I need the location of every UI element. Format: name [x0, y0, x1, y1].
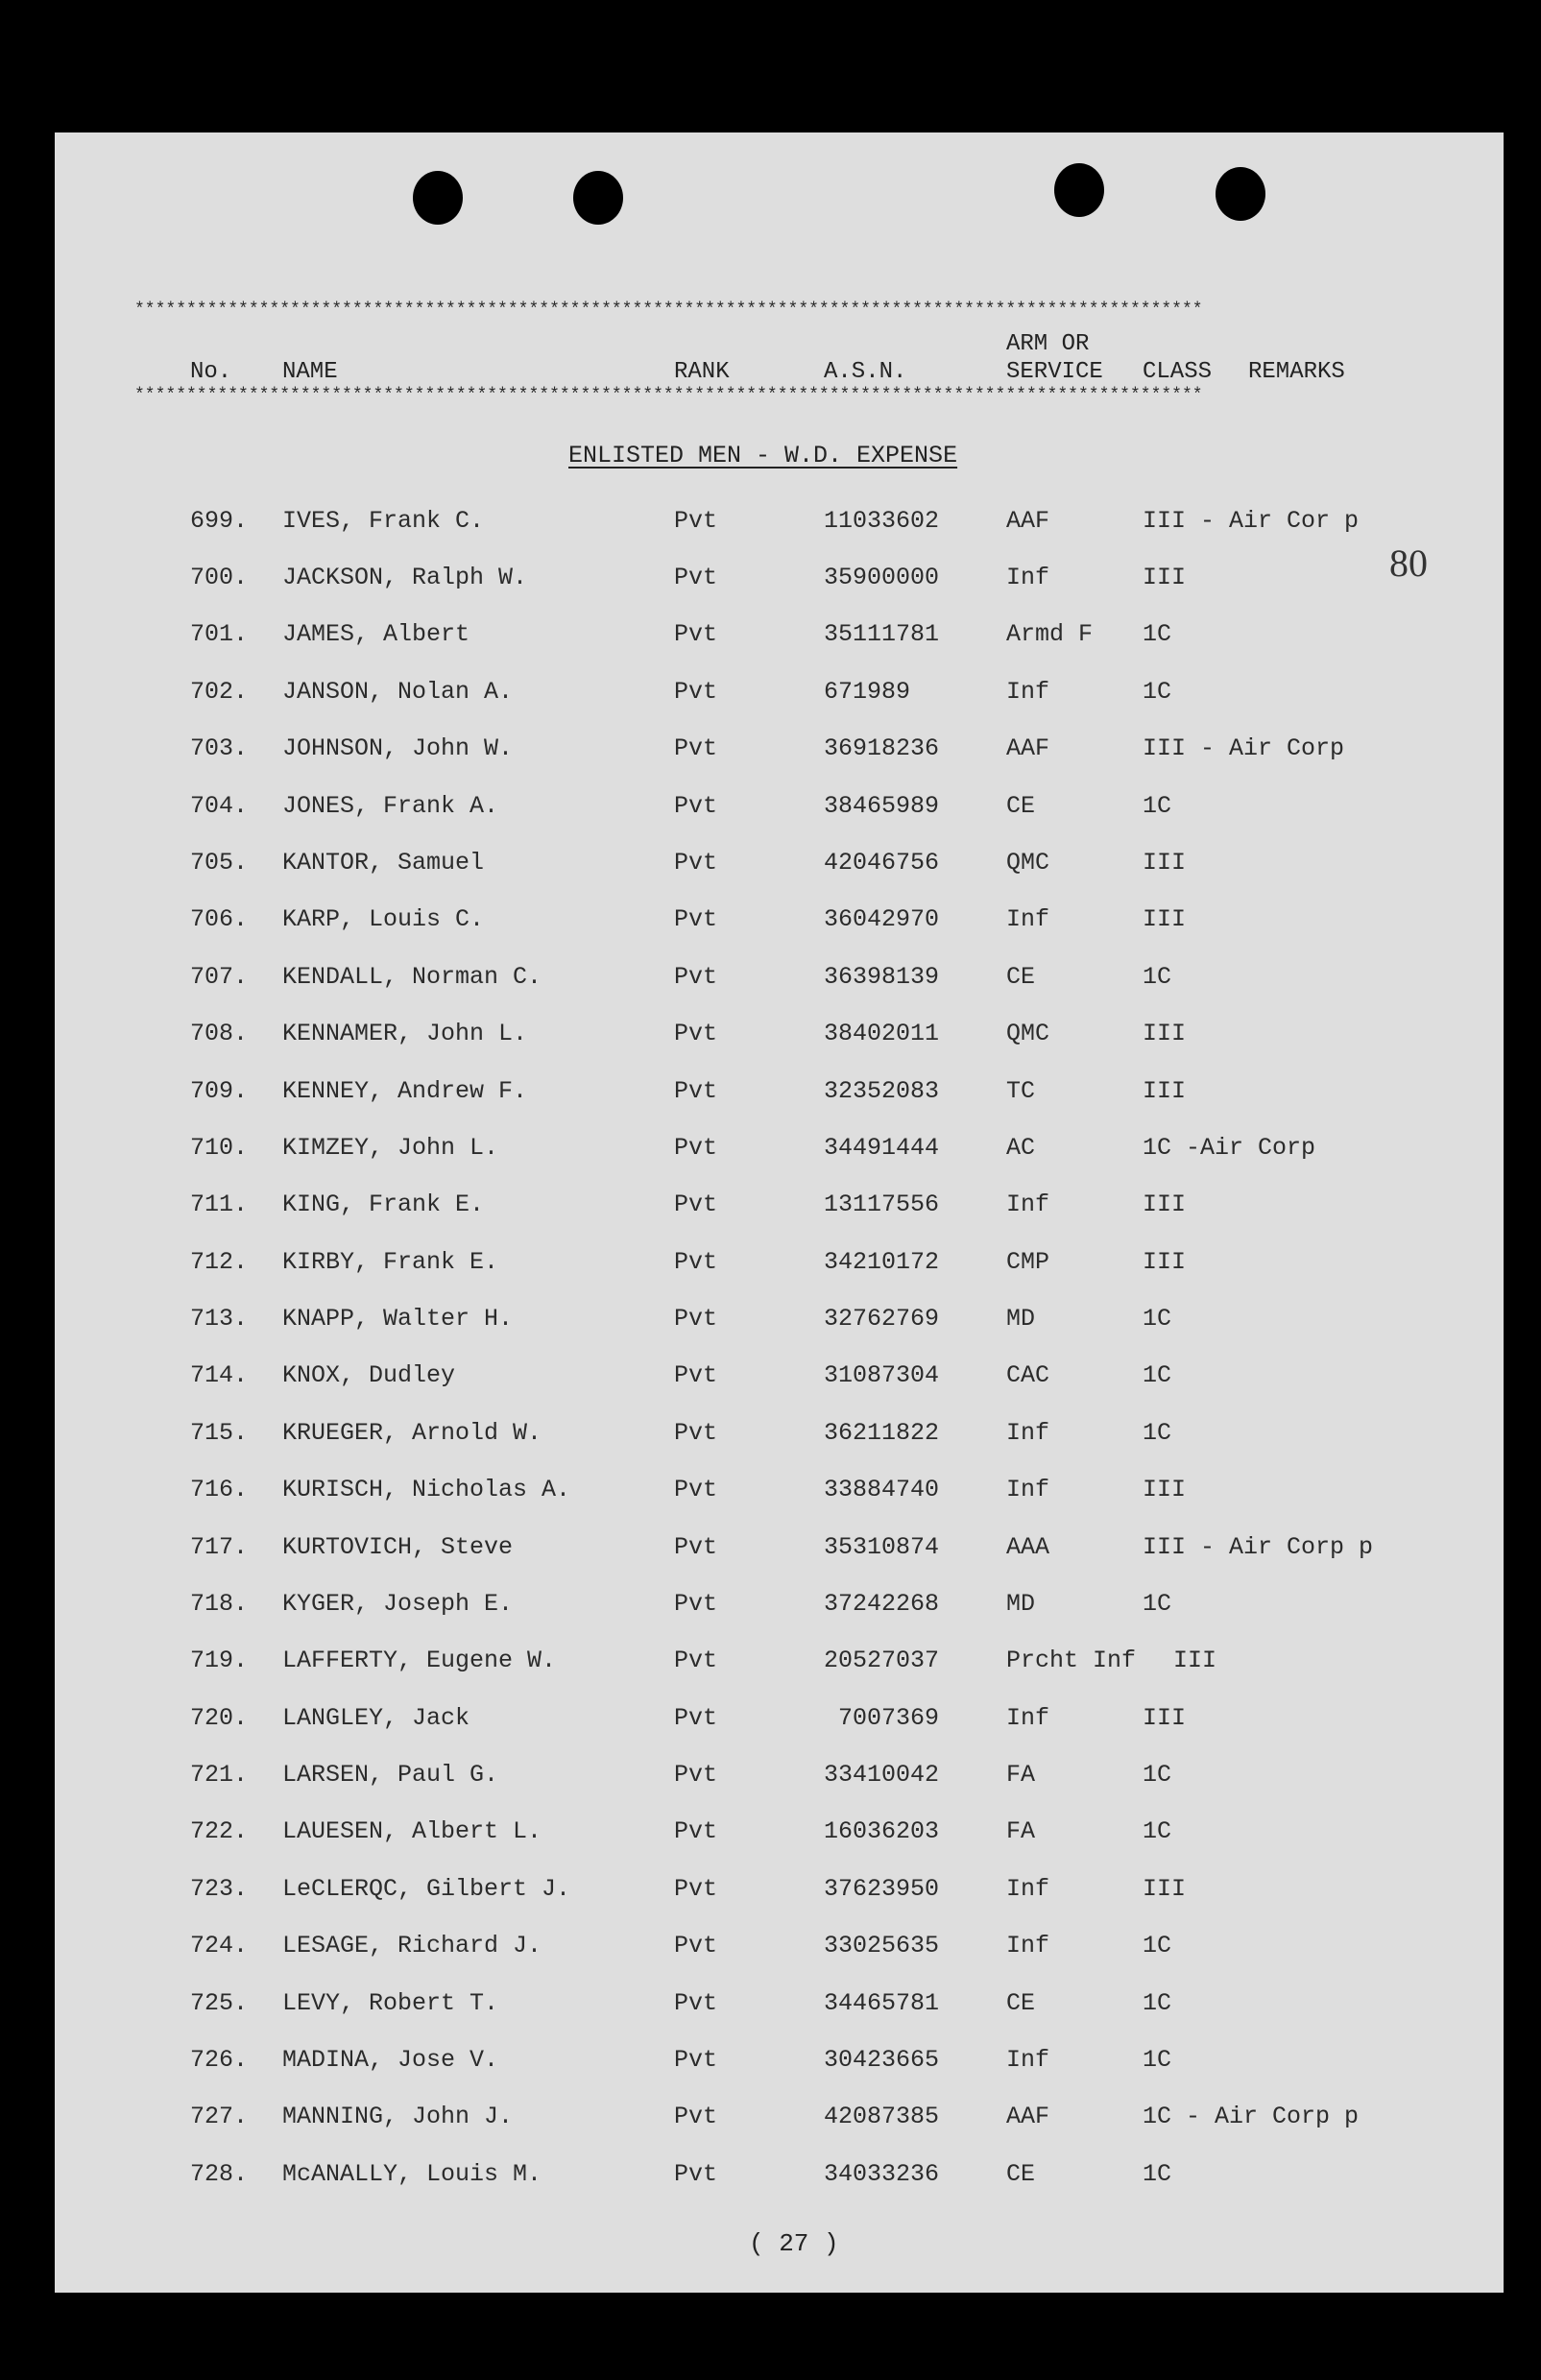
table-row [0, 1305, 1541, 1343]
row-arm: FA [1006, 1761, 1036, 1789]
row-rank: Pvt [674, 620, 718, 648]
row-number: 715. [190, 1419, 249, 1447]
table-row [0, 1817, 1541, 1856]
row-number: 721. [190, 1761, 249, 1789]
row-arm: CAC [1006, 1361, 1050, 1389]
row-class: III - Air Corp [1143, 734, 1345, 762]
row-rank: Pvt [674, 1305, 718, 1333]
row-class: 1C [1143, 620, 1172, 648]
table-row [0, 1989, 1541, 2028]
row-rank: Pvt [674, 905, 718, 933]
table-row [0, 2046, 1541, 2084]
row-number: 714. [190, 1361, 249, 1389]
row-number: 718. [190, 1590, 249, 1618]
row-name: LAFFERTY, Eugene W. [282, 1647, 557, 1674]
row-rank: Pvt [674, 1077, 718, 1105]
row-name: KNOX, Dudley [282, 1361, 456, 1389]
table-row [0, 620, 1541, 659]
row-rank: Pvt [674, 1875, 718, 1903]
row-number: 704. [190, 792, 249, 820]
row-arm: Inf [1006, 1190, 1050, 1218]
row-rank: Pvt [674, 1704, 718, 1732]
row-rank: Pvt [674, 1134, 718, 1162]
row-name: LEVY, Robert T. [282, 1989, 499, 2017]
row-asn: 7007369 [838, 1704, 940, 1732]
row-number: 710. [190, 1134, 249, 1162]
row-asn: 16036203 [824, 1817, 940, 1845]
table-row [0, 1248, 1541, 1286]
row-class: 1C [1143, 2046, 1172, 2074]
row-asn: 13117556 [824, 1190, 940, 1218]
row-arm: AAF [1006, 734, 1050, 762]
table-row [0, 1932, 1541, 1970]
row-name: JACKSON, Ralph W. [282, 564, 528, 591]
row-number: 701. [190, 620, 249, 648]
row-number: 727. [190, 2103, 249, 2130]
col-arm-line1: ARM OR [1006, 331, 1090, 357]
row-class: III [1143, 1248, 1187, 1276]
row-number: 723. [190, 1875, 249, 1903]
row-arm: Inf [1006, 1476, 1050, 1503]
row-asn: 36918236 [824, 734, 940, 762]
table-row [0, 849, 1541, 887]
row-rank: Pvt [674, 1419, 718, 1447]
row-asn: 30423665 [824, 2046, 940, 2074]
row-rank: Pvt [674, 1932, 718, 1959]
row-asn: 38402011 [824, 1020, 940, 1047]
row-rank: Pvt [674, 564, 718, 591]
col-rank-header: RANK [674, 359, 730, 385]
row-name: KIMZEY, John L. [282, 1134, 499, 1162]
row-name: LARSEN, Paul G. [282, 1761, 499, 1789]
row-rank: Pvt [674, 678, 718, 706]
row-arm: CE [1006, 2160, 1036, 2188]
row-arm: FA [1006, 1817, 1036, 1845]
row-number: 712. [190, 1248, 249, 1276]
row-asn: 32352083 [824, 1077, 940, 1105]
table-row [0, 1590, 1541, 1628]
row-number: 726. [190, 2046, 249, 2074]
row-number: 705. [190, 849, 249, 877]
row-asn: 34210172 [824, 1248, 940, 1276]
row-class: III [1143, 1190, 1187, 1218]
row-class: III [1143, 1875, 1187, 1903]
row-name: LANGLEY, Jack [282, 1704, 470, 1732]
col-name-header: NAME [282, 359, 338, 385]
row-asn: 35900000 [824, 564, 940, 591]
row-arm: Inf [1006, 1875, 1050, 1903]
row-name: JAMES, Albert [282, 620, 470, 648]
row-class: 1C [1143, 1817, 1172, 1845]
table-row [0, 1704, 1541, 1743]
col-no-header: No. [190, 359, 232, 385]
row-class: 1C -Air Corp [1143, 1134, 1316, 1162]
row-asn: 35111781 [824, 620, 940, 648]
row-name: LAUESEN, Albert L. [282, 1817, 542, 1845]
row-asn: 42087385 [824, 2103, 940, 2130]
row-rank: Pvt [674, 792, 718, 820]
row-name: KYGER, Joseph E. [282, 1590, 514, 1618]
row-name: IVES, Frank C. [282, 507, 485, 535]
header-separator-bottom: ******************************************************************************************************* [134, 386, 1203, 405]
row-rank: Pvt [674, 963, 718, 991]
table-row [0, 734, 1541, 773]
row-number: 724. [190, 1932, 249, 1959]
row-number: 703. [190, 734, 249, 762]
row-class: 1C [1143, 1419, 1172, 1447]
row-number: 706. [190, 905, 249, 933]
row-name: LESAGE, Richard J. [282, 1932, 542, 1959]
row-asn: 34491444 [824, 1134, 940, 1162]
row-arm: Armd F [1006, 620, 1094, 648]
row-asn: 36398139 [824, 963, 940, 991]
row-number: 728. [190, 2160, 249, 2188]
row-rank: Pvt [674, 849, 718, 877]
col-arm-line2: SERVICE [1006, 359, 1103, 385]
row-asn: 671989 [824, 678, 911, 706]
row-number: 702. [190, 678, 249, 706]
table-row [0, 1476, 1541, 1514]
row-class: 1C [1143, 963, 1172, 991]
row-rank: Pvt [674, 1761, 718, 1789]
row-number: 719. [190, 1647, 249, 1674]
row-class: 1C [1143, 1932, 1172, 1959]
row-name: KRUEGER, Arnold W. [282, 1419, 542, 1447]
row-class: 1C [1143, 1761, 1172, 1789]
punch-hole [413, 171, 463, 225]
row-asn: 33410042 [824, 1761, 940, 1789]
row-class: 1C [1143, 678, 1172, 706]
row-arm: AAF [1006, 2103, 1050, 2130]
row-asn: 31087304 [824, 1361, 940, 1389]
row-class: III [1143, 905, 1187, 933]
row-arm: QMC [1006, 1020, 1050, 1047]
row-name: MADINA, Jose V. [282, 2046, 499, 2074]
row-asn: 42046756 [824, 849, 940, 877]
row-arm: CE [1006, 1989, 1036, 2017]
row-number: 708. [190, 1020, 249, 1047]
row-class: III [1173, 1647, 1217, 1674]
table-row [0, 905, 1541, 944]
row-arm: Inf [1006, 1932, 1050, 1959]
row-class: III [1143, 1077, 1187, 1105]
row-arm: Inf [1006, 905, 1050, 933]
row-name: JOHNSON, John W. [282, 734, 514, 762]
row-name: McANALLY, Louis M. [282, 2160, 542, 2188]
row-number: 709. [190, 1077, 249, 1105]
row-arm: AAA [1006, 1533, 1050, 1561]
row-class: 1C - Air Corp p [1143, 2103, 1360, 2130]
row-asn: 34033236 [824, 2160, 940, 2188]
table-row [0, 1647, 1541, 1685]
table-row [0, 1761, 1541, 1799]
row-name: JONES, Frank A. [282, 792, 499, 820]
row-name: KENNAMER, John L. [282, 1020, 528, 1047]
row-rank: Pvt [674, 1248, 718, 1276]
row-rank: Pvt [674, 1817, 718, 1845]
table-row [0, 963, 1541, 1001]
row-class: 1C [1143, 792, 1172, 820]
row-number: 707. [190, 963, 249, 991]
row-rank: Pvt [674, 734, 718, 762]
row-class: III - Air Cor p [1143, 507, 1360, 535]
row-number: 713. [190, 1305, 249, 1333]
section-title: ENLISTED MEN - W.D. EXPENSE [568, 442, 958, 469]
row-rank: Pvt [674, 1533, 718, 1561]
row-asn: 20527037 [824, 1647, 940, 1674]
row-arm: Inf [1006, 1419, 1050, 1447]
row-asn: 11033602 [824, 507, 940, 535]
table-row [0, 1077, 1541, 1116]
row-name: KANTOR, Samuel [282, 849, 485, 877]
row-rank: Pvt [674, 1476, 718, 1503]
table-row [0, 1533, 1541, 1572]
row-name: KING, Frank E. [282, 1190, 485, 1218]
row-name: KARP, Louis C. [282, 905, 485, 933]
table-row [0, 1190, 1541, 1229]
table-row [0, 678, 1541, 716]
row-name: KENDALL, Norman C. [282, 963, 542, 991]
row-asn: 33884740 [824, 1476, 940, 1503]
row-asn: 32762769 [824, 1305, 940, 1333]
row-arm: CE [1006, 792, 1036, 820]
row-number: 725. [190, 1989, 249, 2017]
row-name: KURTOVICH, Steve [282, 1533, 514, 1561]
col-class-header: CLASS [1143, 359, 1213, 385]
table-row [0, 792, 1541, 830]
row-arm: TC [1006, 1077, 1036, 1105]
punch-hole [573, 171, 623, 225]
header-separator-top: ******************************************************************************************************* [134, 301, 1203, 320]
row-name: KURISCH, Nicholas A. [282, 1476, 571, 1503]
row-arm: Inf [1006, 564, 1050, 591]
row-rank: Pvt [674, 507, 718, 535]
table-row [0, 1875, 1541, 1913]
row-asn: 35310874 [824, 1533, 940, 1561]
row-arm: CMP [1006, 1248, 1050, 1276]
table-row [0, 564, 1541, 602]
row-asn: 34465781 [824, 1989, 940, 2017]
row-number: 720. [190, 1704, 249, 1732]
page-number: ( 27 ) [749, 2229, 839, 2258]
table-row [0, 1020, 1541, 1058]
row-rank: Pvt [674, 1361, 718, 1389]
row-asn: 38465989 [824, 792, 940, 820]
row-class: 1C [1143, 2160, 1172, 2188]
row-rank: Pvt [674, 1647, 718, 1674]
punch-hole [1054, 163, 1104, 217]
row-asn: 33025635 [824, 1932, 940, 1959]
table-row [0, 2103, 1541, 2141]
row-asn: 36042970 [824, 905, 940, 933]
row-rank: Pvt [674, 1989, 718, 2017]
row-number: 717. [190, 1533, 249, 1561]
row-number: 700. [190, 564, 249, 591]
row-rank: Pvt [674, 1590, 718, 1618]
col-asn-header: A.S.N. [824, 359, 907, 385]
row-number: 722. [190, 1817, 249, 1845]
row-name: KNAPP, Walter H. [282, 1305, 514, 1333]
row-asn: 37242268 [824, 1590, 940, 1618]
col-remarks-header: REMARKS [1248, 359, 1345, 385]
row-class: 1C [1143, 1361, 1172, 1389]
row-arm: CE [1006, 963, 1036, 991]
row-class: III [1143, 1476, 1187, 1503]
table-row [0, 1419, 1541, 1457]
row-arm: AAF [1006, 507, 1050, 535]
table-row [0, 2160, 1541, 2199]
row-rank: Pvt [674, 1020, 718, 1047]
row-class: 1C [1143, 1989, 1172, 2017]
row-arm: MD [1006, 1305, 1036, 1333]
row-asn: 36211822 [824, 1419, 940, 1447]
row-name: MANNING, John J. [282, 2103, 514, 2130]
row-number: 699. [190, 507, 249, 535]
row-arm: Inf [1006, 1704, 1050, 1732]
row-asn: 37623950 [824, 1875, 940, 1903]
punch-hole [1216, 167, 1265, 221]
row-class: III [1143, 1704, 1187, 1732]
row-class: 1C [1143, 1305, 1172, 1333]
row-arm: MD [1006, 1590, 1036, 1618]
row-arm: Inf [1006, 678, 1050, 706]
row-rank: Pvt [674, 2046, 718, 2074]
table-row [0, 507, 1541, 545]
row-class: III [1143, 849, 1187, 877]
side-number: 80 [1389, 541, 1428, 585]
row-class: III [1143, 1020, 1187, 1047]
row-rank: Pvt [674, 1190, 718, 1218]
row-class: III [1143, 564, 1187, 591]
row-arm: Prcht Inf [1006, 1647, 1137, 1674]
row-rank: Pvt [674, 2160, 718, 2188]
row-number: 711. [190, 1190, 249, 1218]
row-class: III - Air Corp p [1143, 1533, 1374, 1561]
row-name: LeCLERQC, Gilbert J. [282, 1875, 571, 1903]
row-rank: Pvt [674, 2103, 718, 2130]
row-arm: Inf [1006, 2046, 1050, 2074]
row-arm: QMC [1006, 849, 1050, 877]
row-class: 1C [1143, 1590, 1172, 1618]
table-row [0, 1361, 1541, 1400]
row-number: 716. [190, 1476, 249, 1503]
row-name: KENNEY, Andrew F. [282, 1077, 528, 1105]
row-arm: AC [1006, 1134, 1036, 1162]
table-row [0, 1134, 1541, 1172]
row-name: JANSON, Nolan A. [282, 678, 514, 706]
row-name: KIRBY, Frank E. [282, 1248, 499, 1276]
